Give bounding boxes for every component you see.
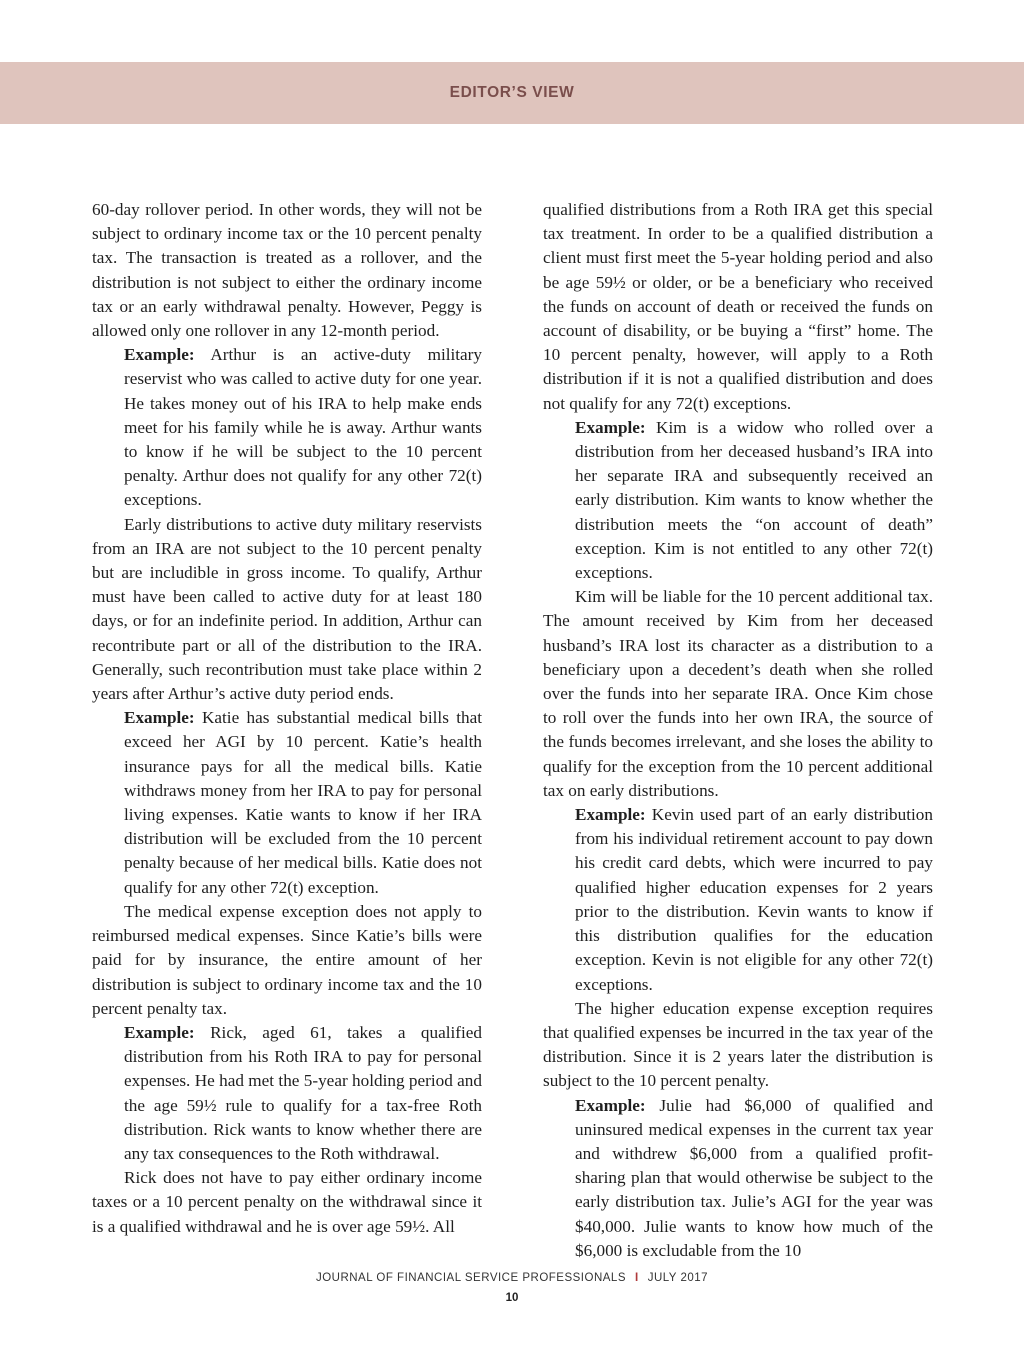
example-paragraph [124,343,482,512]
issue-date: JULY 2017 [647,1272,709,1284]
example-label: Example: [124,345,195,365]
journal-name: JOURNAL OF FINANCIAL SERVICE PROFESSIONALS [315,1272,626,1284]
example-label: Example: [575,1095,646,1115]
section-title: EDITOR’S VIEW [449,84,575,101]
right-column [543,198,933,1263]
example-text: Kevin used part of an early distribution from his individual retirement account to pay down his credit card debts, which were incurred to pay qualified higher education expenses for 2 years prior to the distribution. Kevin wants to know if this distribution qualifies for the education exception. Kevin is not eligible for any other 72(t) exceptions. [575,805,933,994]
left-column [92,198,482,1239]
footer-separator: I [635,1272,639,1284]
example-text: Rick, aged 61, takes a qualified distribution from his Roth IRA to pay for personal expenses. He had met the 5-year holding period and the age 59½ rule to qualify for a tax-free Roth distribution. Rick wants to know whether there are any tax consequences to the Roth withdrawal. [124,1022,482,1163]
example-label: Example: [575,805,646,825]
paragraph: The medical expense exception does not apply to reimbursed medical expenses. Since Katie’s bills were paid for by insurance, the entire amount of her distribution is subject to ordinary income tax and the 10 percent penalty tax. [92,901,482,1018]
example-text: Arthur is an active-duty military reservist who was called to active duty for one year. He takes money out of his IRA to help make ends meet for his family while he is away. Arthur wants to know if he will be subject to the 10 percent penalty. Arthur does not qualify for any other 72(t) exceptions. [124,345,482,510]
paragraph: Early distributions to active duty military reservists from an IRA are not subject to the 10 percent penalty but are includible in gross income. To qualify, Arthur must have been called to active duty for at least 180 days, or for an indefinite period. In addition, Arthur can recontribute part or all of the distribution to the IRA. Generally, such recontribution must take place within 2 years after Arthur’s active duty period ends. [92,514,482,704]
header-band [0,62,1024,124]
paragraph: The higher education expense exception requires that qualified expenses be incurred in the tax year of the distribution. Since it is 2 years later the distribution is subject to the 10 percent penalty. [543,998,933,1091]
paragraph: Rick does not have to pay either ordinary income taxes or a 10 percent penalty on the withdrawal since it is a qualified withdrawal and he is over age 59½. All [92,1168,482,1236]
paragraph: Kim will be liable for the 10 percent additional tax. The amount received by Kim from her deceased husband’s IRA lost its character as a distribution to a beneficiary upon a decedent’s death when she rolled over the funds into her separate IRA. Once Kim chose to roll over the funds into her own IRA, the source of the funds becomes irrelevant, and she loses the ability to qualify for the exception from the 10 percent additional tax on early distributions. [543,587,933,800]
example-text: Katie has substantial medical bills that exceed her AGI by 10 percent. Katie’s health insurance pays for all the medical bills. Katie withdraws money from her IRA to pay for personal living expenses. Katie wants to know if her IRA distribution will be excluded from the 10 percent penalty because of her medical bills. Katie does not qualify for any other 72(t) exception. [124,708,482,897]
page-number: 10 [505,1292,519,1304]
example-paragraph [575,803,933,997]
example-paragraph [575,416,933,585]
footer [0,1272,1024,1284]
example-text: Kim is a widow who rolled over a distribution from her deceased husband’s IRA into her separate IRA and subsequently received an early distribution. Kim wants to know whether the distribution meets the “on account of death” exception. Kim is not entitled to any other 72(t) exceptions. [575,417,933,583]
example-text: Julie had $6,000 of qualified and uninsured medical expenses in the current tax year and withdrew $6,000 from a qualified profit-sharing plan that would otherwise be subject to the early distribution tax. Julie’s AGI for the year was $40,000. Julie wants to know how much of the $6,000 is excludable from the 10 [575,1095,933,1260]
example-label: Example: [124,708,195,728]
example-paragraph [124,706,482,900]
example-paragraph [124,1021,482,1166]
example-label: Example: [124,1022,195,1042]
example-label: Example: [575,417,646,437]
paragraph: 60-day rollover period. In other words, they will not be subject to ordinary income tax or the 10 percent penalty tax. The transaction is treated as a rollover, and the distribution is not subject to either the ordinary income tax or an early withdrawal penalty. However, Peggy is allowed only one rollover in any 12-month period. [92,200,482,341]
example-paragraph [575,1094,933,1263]
paragraph: qualified distributions from a Roth IRA get this special tax treatment. In order to be a qualified distribution a client must first meet the 5-year holding period and also be age 59½ or older, or be a beneficiary who received the funds on account of death or received the funds on account of disability, or be buying a “first” home. The 10 percent penalty, however, will apply to a Roth distribution if it is not a qualified distribution and does not qualify for any 72(t) exceptions. [543,200,933,413]
